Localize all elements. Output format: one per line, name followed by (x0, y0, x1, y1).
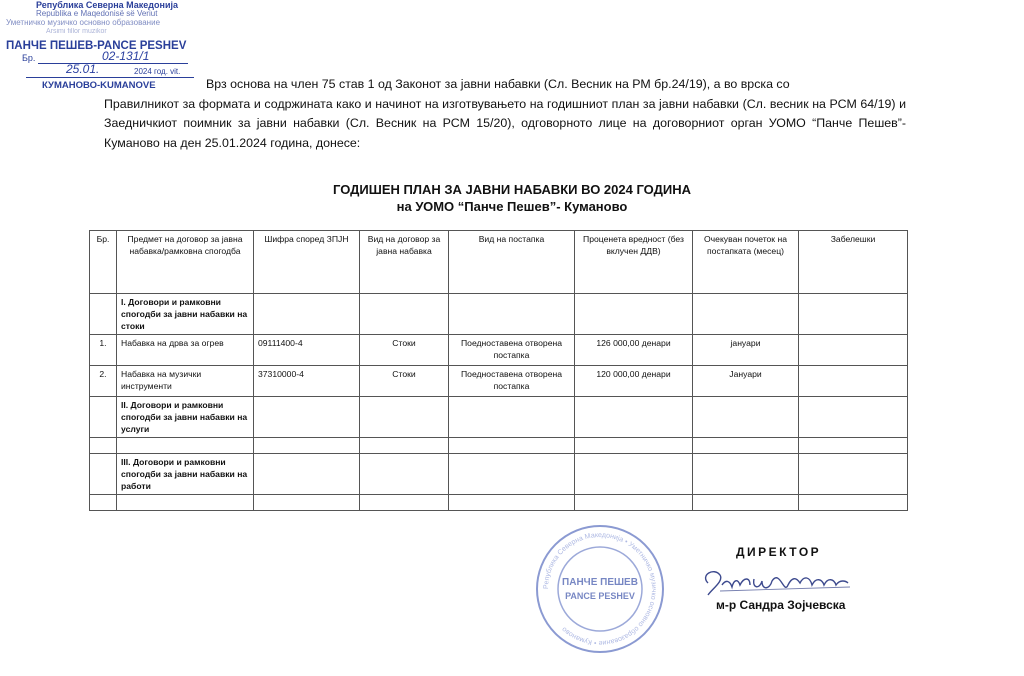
row-subject: Набавка на музички инструменти (117, 366, 254, 397)
row-notes (799, 366, 908, 397)
stamp-line-1: Република Северна Македонија (36, 0, 178, 10)
header-procedure: Вид на постапка (449, 231, 575, 294)
header-cpv: Шифра според ЗПЈН (254, 231, 360, 294)
stamp-date-rule (26, 77, 194, 78)
row-cpv: 09111400-4 (254, 335, 360, 366)
stamp-city: КУМАНОВО-KUMANOVE (42, 80, 156, 91)
row-value: 120 000,00 денари (575, 366, 693, 397)
stamp-line-4: Arsimi fillor muzikor (46, 28, 107, 35)
row-no: 2. (90, 366, 117, 397)
section-services-label: II. Договори и рамковни спогодби за јавни набавки на услуги (117, 397, 254, 438)
svg-text:Република Северна Македонија • (543, 532, 657, 646)
intro-line-1: Врз основа на член 75 став 1 од Законот за јавни набавки (Сл. Весник на РМ бр.24/19), а во врска со (206, 77, 790, 91)
stamp-line-2: Republika e Maqedonisë së Veriut (36, 9, 158, 18)
procurement-plan-table (89, 230, 908, 511)
seal-ring-text: Република Северна Македонија • Уметничко музичко основно образование • Куманово (542, 531, 658, 647)
empty-row (90, 495, 908, 511)
official-seal (534, 523, 666, 655)
document-title: ГОДИШЕН ПЛАН ЗА ЈАВНИ НАБАВКИ ВО 2024 ГОДИНА (333, 182, 691, 197)
section-row-goods (90, 294, 908, 335)
row-no: 1. (90, 335, 117, 366)
table-row (90, 335, 908, 366)
row-type: Стоки (360, 366, 449, 397)
stamp-number: 02-131/1 (102, 49, 150, 63)
header-contract-type: Вид на договор за јавна набавка (360, 231, 449, 294)
header-no: Бр. (90, 231, 117, 294)
document-subtitle: на УОМО “Панче Пешев”- Куманово (396, 199, 628, 214)
empty-row (90, 438, 908, 454)
seal-center-bottom: PANCE PESHEV (565, 591, 635, 601)
director-label: ДИРЕКТОР (736, 545, 822, 559)
stamp-date: 25.01. (66, 62, 100, 76)
header-notes: Забелешки (799, 231, 908, 294)
signer-name: м-р Сандра Зојчевска (716, 598, 846, 612)
row-start: Јануари (693, 366, 799, 397)
registration-stamp (6, 0, 206, 92)
stamp-number-rule (38, 63, 188, 64)
table-row (90, 366, 908, 397)
stamp-year: 2024 год. vit. (134, 67, 181, 76)
section-goods-label: I. Договори и рамковни спогодби за јавни набавки на стоки (117, 294, 254, 335)
section-works-label: III. Договори и рамковни спогодби за јавни набавки на работи (117, 454, 254, 495)
section-row-works (90, 454, 908, 495)
row-procedure: Поедноставена отворена постапка (449, 366, 575, 397)
row-cpv: 37310000-4 (254, 366, 360, 397)
row-start: јануари (693, 335, 799, 366)
row-subject: Набавка на дрва за огрев (117, 335, 254, 366)
row-type: Стоки (360, 335, 449, 366)
stamp-line-3: Уметничко музичко основно образование (6, 18, 161, 27)
seal-center-top: ПАНЧЕ ПЕШЕВ (562, 577, 638, 588)
header-subject: Предмет на договор за јавна набавка/рамковна спогодба (117, 231, 254, 294)
header-value: Проценета вредност (без вклучен ДДВ) (575, 231, 693, 294)
row-value: 126 000,00 денари (575, 335, 693, 366)
header-start: Очекуван почеток на постапката (месец) (693, 231, 799, 294)
stamp-school-name: ПАНЧЕ ПЕШЕВ-PANCE PESHEV (6, 40, 187, 52)
row-notes (799, 335, 908, 366)
section-row-services (90, 397, 908, 438)
intro-paragraph (104, 75, 906, 153)
row-procedure: Поедноставена отворена постапка (449, 335, 575, 366)
stamp-number-label: Бр. (22, 53, 36, 63)
table-header-row (90, 231, 908, 294)
intro-rest: Правилникот за формата и содржината како и начинот на изготвувањето на годишниот план за јавни набавки (Сл. весник на РСМ 64/19) и Заедничкиот поимник за јавни набавки (Сл. Весник на РСМ 15/20), одговорното лице на договорниот орган УОМО “Панче Пешев”- Куманово на ден 25.01.2024 година, донесе: (104, 96, 906, 150)
